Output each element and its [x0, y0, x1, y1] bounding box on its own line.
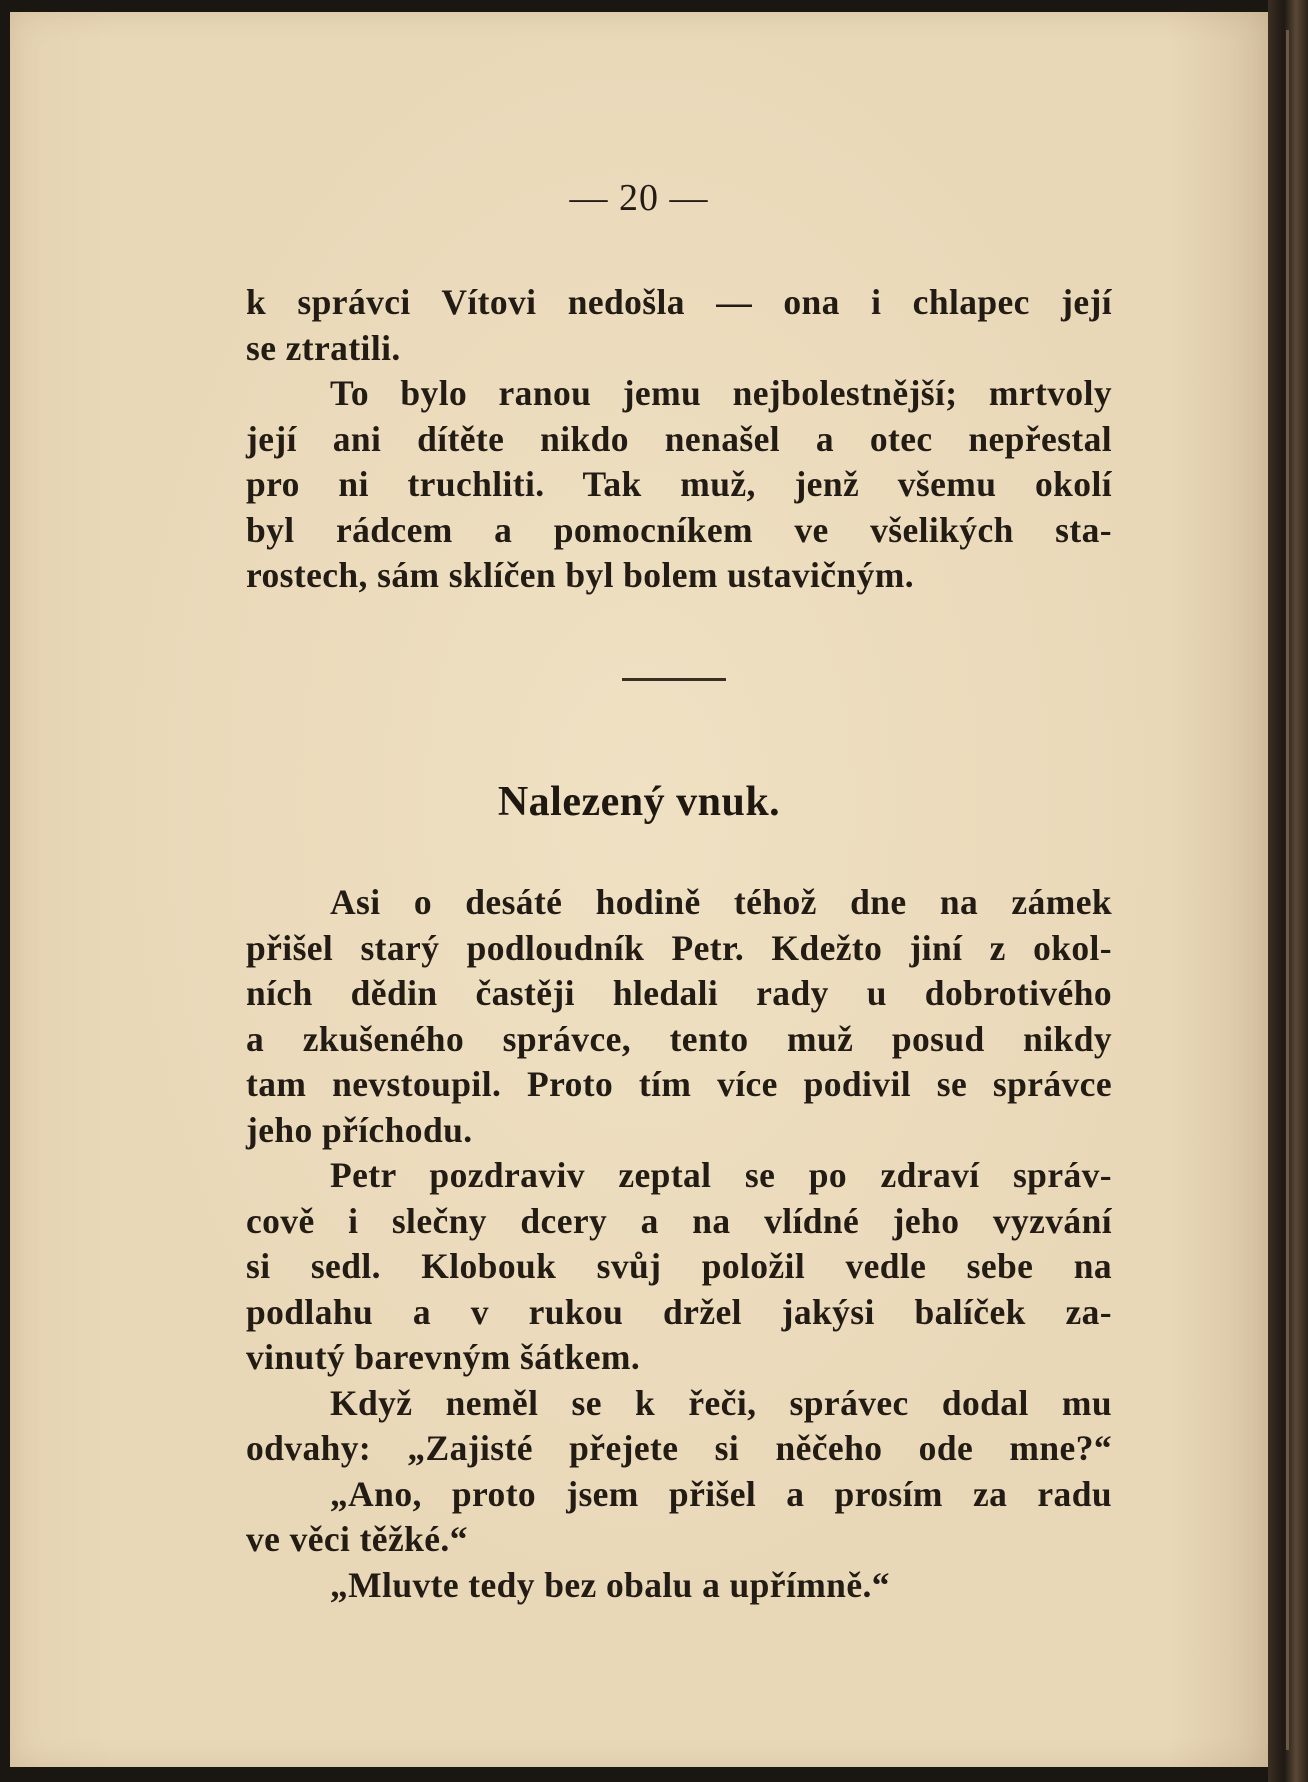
paragraph-block-2: [246, 880, 1112, 1608]
text-line: odvahy: „Zajisté přejete si něčeho ode mne?“: [246, 1428, 1112, 1468]
text-line: jeho příchodu.: [246, 1109, 473, 1150]
text-line: se ztratili.: [246, 327, 401, 368]
text-line: „Ano, proto jsem přišel a prosím za radu: [330, 1473, 1112, 1514]
text-line: přišel starý podloudník Petr. Kdežto jiní z okol-: [246, 927, 1112, 968]
text-line: její ani dítěte nikdo nenašel a otec nepřestal: [246, 418, 1112, 459]
text-line: k správci Vítovi nedošla — ona i chlapec její: [246, 282, 1112, 322]
text-line: pro ni truchliti. Tak muž, jenž všemu okolí: [246, 464, 1112, 504]
text-line: cově i slečny dcery a na vlídné jeho vyzvání: [246, 1200, 1112, 1241]
text-line: a zkušeného správce, tento muž posud nikdy: [246, 1018, 1112, 1059]
spine-edge: [1286, 30, 1289, 1750]
chapter-title: Nalezený vnuk.: [497, 779, 781, 825]
text-line: byl rádcem a pomocníkem ve všelikých sta-: [246, 509, 1112, 550]
text-line: podlahu a v rukou držel jakýsi balíček za-: [246, 1291, 1112, 1332]
page-number: — 20 —: [569, 177, 709, 219]
text-line: Asi o desáté hodině téhož dne na zámek: [330, 882, 1112, 922]
text-line: ve věci těžké.“: [246, 1519, 468, 1559]
text-line: Když neměl se k řeči, správec dodal mu: [330, 1382, 1112, 1423]
text-line: si sedl. Klobouk svůj položil vedle sebe na: [246, 1246, 1112, 1286]
text-line: „Mluvte tedy bez obalu a upřímně.“: [330, 1564, 890, 1605]
text-line: rostech, sám sklíčen byl bolem ustavičným.: [246, 555, 914, 595]
text-line: To bylo ranou jemu nejbolestnější; mrtvoly: [330, 373, 1112, 413]
paragraph-block-1: [246, 280, 1112, 599]
text-line: Petr pozdraviv zeptal se po zdraví správ-: [330, 1155, 1112, 1195]
section-divider: [622, 678, 726, 681]
text-line: tam nevstoupil. Proto tím více podivil se správce: [246, 1064, 1112, 1104]
book-page: [10, 12, 1268, 1767]
text-line: vinutý barevným šátkem.: [246, 1337, 641, 1377]
text-line: ních dědin častěji hledali rady u dobrotivého: [246, 973, 1112, 1013]
